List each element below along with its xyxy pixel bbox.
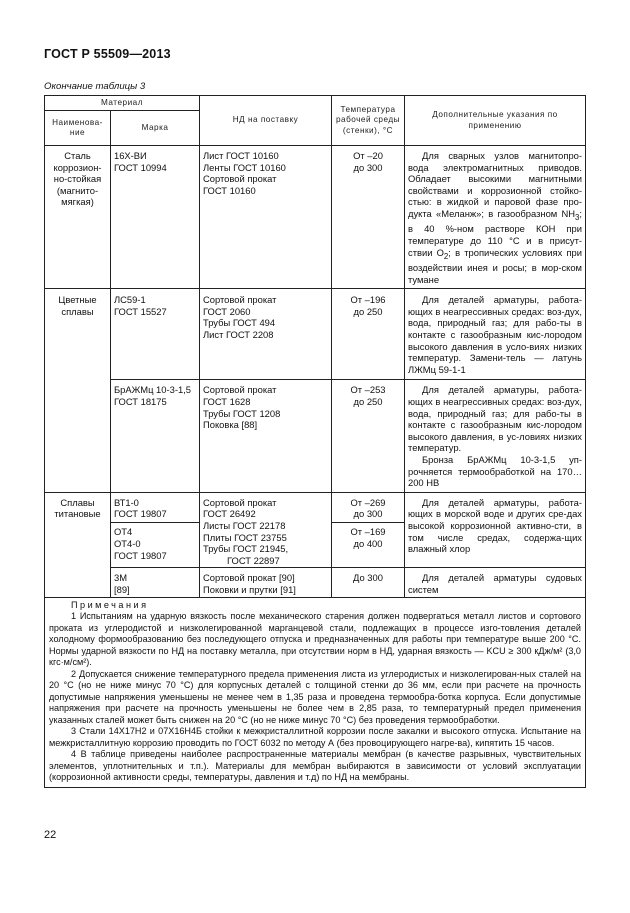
material-grade: ЛС59-1 ГОСТ 15527: [111, 289, 200, 380]
note-4: 4 В таблице приведены наиболее распространенные материалы мембран (в качестве разрывных, чувствительных элементов, уплотнительных и т.п.). Материалы для мембран выбираются в зависимости от условий эксплуатации (коррозионной активности среды, температуры, давления и т.д) по НД на мембраны.: [49, 749, 581, 783]
table-row: [45, 146, 586, 289]
temperature-range: До 300: [332, 568, 405, 597]
table-notes: [45, 597, 586, 787]
header-name: Наименова-ние: [45, 111, 111, 146]
table-row: [45, 380, 586, 492]
material-grade: 16Х-ВИ ГОСТ 10994: [111, 146, 200, 289]
header-grade: Марка: [111, 111, 200, 146]
material-name: Сталь коррозион-но-стойкая (магнито-мягкая): [45, 146, 111, 289]
notes-title: Примечания: [71, 599, 149, 610]
document-header: ГОСТ Р 55509—2013: [44, 47, 171, 61]
materials-table: [44, 95, 586, 788]
temperature-range: От –20 до 300: [332, 146, 405, 289]
usage-notes: Для деталей арматуры, работа-ющих в неагрессивных средах: воз-дух, вода, природный газ; для рабо-ты в контакте с газообразным кис-лородом высокого давления в усло-виях низких температур. Замени-тель — латунь ЛЖМц 59-1-1: [405, 289, 586, 380]
material-name: Сплавы титановые: [45, 492, 111, 597]
material-grade: ОТ4 ОТ4-0 ГОСТ 19807: [111, 523, 200, 568]
note-3: 3 Стали 14Х17Н2 и 07Х16Н4Б стойки к межкристаллитной коррозии после закалки и высокого отпуска. Испытание на межкристаллитную коррозию проводить по ГОСТ 6032 по методу А (без провоцирующего нагре-ва), кипятить 15 часов.: [49, 726, 581, 748]
table-row: [45, 289, 586, 380]
temperature-range: От –269 до 300: [332, 492, 405, 523]
usage-notes: Для деталей арматуры, работа-ющих в морской воде и других сре-дах высокой коррозионной активно-сти, в том числе средах, содержа-щих влажный хлор: [405, 492, 586, 568]
temperature-range: От –253 до 250: [332, 380, 405, 492]
header-temperature: Температура рабочей среды (стенки), °С: [332, 96, 405, 146]
nd-supply: Лист ГОСТ 10160 Ленты ГОСТ 10160 Сортовой прокат ГОСТ 10160: [200, 146, 332, 289]
material-grade: БрАЖМц 10-3-1,5 ГОСТ 18175: [111, 380, 200, 492]
usage-notes: Для деталей арматуры судовых систем: [405, 568, 586, 597]
page-number: 22: [44, 829, 57, 841]
nd-supply: Сортовой прокат ГОСТ 26492 Листы ГОСТ 22178 Плиты ГОСТ 23755 Трубы ГОСТ 21945, ГОСТ 22897: [200, 492, 332, 568]
nd-supply: Сортовой прокат ГОСТ 2060 Трубы ГОСТ 494 Лист ГОСТ 2208: [200, 289, 332, 380]
temperature-range: От –196 до 250: [332, 289, 405, 380]
usage-notes: Для сварных узлов магнитопро-вода электромагнитных приводов. Обладает высокими магнитными свойствами и коррозионной стойко-стью: в жидкой и паровой фазе про-дукта «Меланж»; в газообразном $NH_3$; в 40 %-ном растворе КОН при температуре до 110 °С и в присут-ствии $О_2$; в тропических условиях при воздействии инея и росы; в мор-ском тумане: [405, 146, 586, 289]
nd-supply: Сортовой прокат ГОСТ 1628 Трубы ГОСТ 1208 Поковка [88]: [200, 380, 332, 492]
material-grade: 3М [89]: [111, 568, 200, 597]
nd-supply: Сортовой прокат [90] Поковки и прутки [91]: [200, 568, 332, 597]
table-caption: Окончание таблицы 3: [44, 81, 146, 92]
header-nd: НД на поставку: [200, 96, 332, 146]
usage-notes: Для деталей арматуры, работа-ющих в неагрессивных средах: воз-дух, вода, природный газ; для рабо-ты в контакте с газообразным кис-лородом высокого давления, в ус-ловиях низких температур. Бронза БрАЖМц 10-3-1,5 уп-рочняется термообработкой на 170…200 НВ: [405, 380, 586, 492]
table-row: [45, 492, 586, 523]
note-1: 1 Испытаниям на ударную вязкость после механического старения должен подвергаться металл листов и сортового проката из углеродистой и низколегированной марганцевой стали, подлежащих в процессе изго-товления деталей холодному формообразованию без последующего отпуска и предназначенных для работы при температуре выше 200 °С. Нормы ударной вязкости по НД на поставку металла, при отсутствии норм в НД, ударная вязкость — KCU ≥ 300 кДж/м² (3,0 кгс·м/см²).: [49, 611, 581, 668]
table-row: [45, 568, 586, 597]
header-material: Материал: [45, 96, 200, 111]
material-name: Цветные сплавы: [45, 289, 111, 493]
material-grade: ВТ1-0 ГОСТ 19807: [111, 492, 200, 523]
note-2: 2 Допускается снижение температурного предела применения листа из углеродистых и низколегирован-ных сталей на 20 °С (но не ниже минус 70 °С) для корпусных деталей с толщиной стенки до 36 мм, если при расчете на прочность допустимые напряжения уменьшены не менее чем в 1,35 раза и проведена термообра-ботка корпуса. Если допустимые напряжения при расчете на прочность уменьшены не более чем в 2,85 раза, то температурный предел применения указанных сталей может быть снижен на 20 °С (но не ниже минус 70 °С) без проведения термообработки.: [49, 668, 581, 725]
header-notes: Дополнительные указания по применению: [405, 96, 586, 146]
temperature-range: От –169 до 400: [332, 523, 405, 568]
